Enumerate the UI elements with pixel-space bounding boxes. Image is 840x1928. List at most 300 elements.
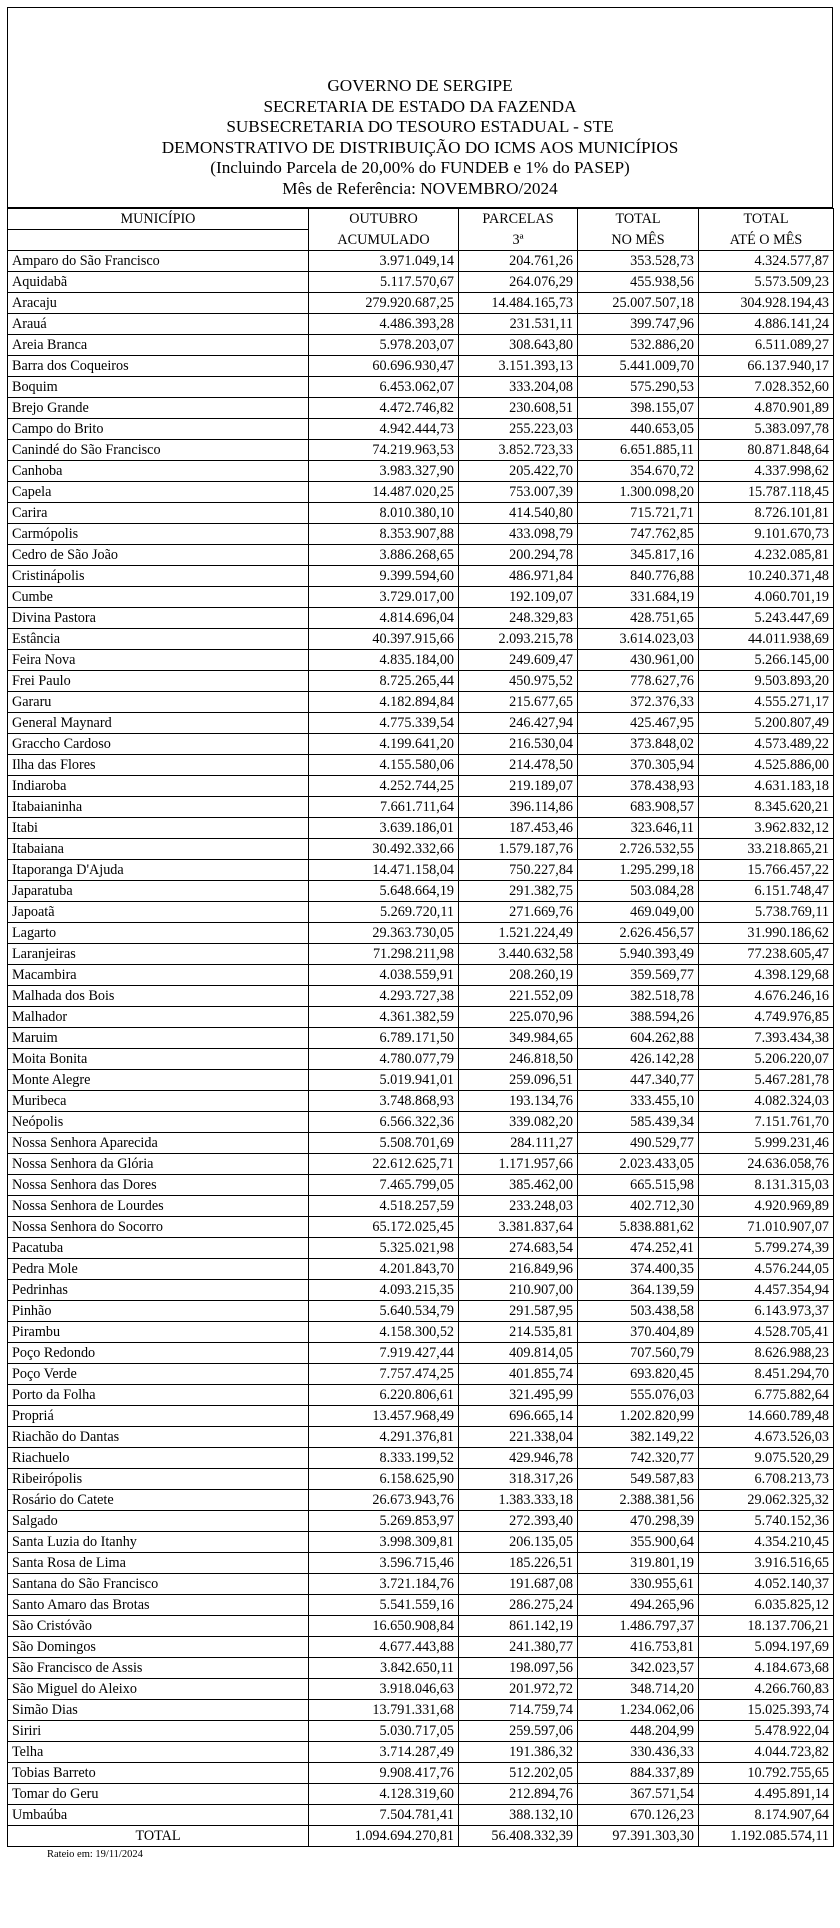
table-row bbox=[8, 1216, 834, 1237]
total-no-mes-cell: 348.714,20 bbox=[578, 1678, 699, 1699]
total-ate-mes-cell: 8.626.988,23 bbox=[699, 1342, 834, 1363]
table-row bbox=[8, 1384, 834, 1405]
table-row bbox=[8, 880, 834, 901]
parcela-cell: 259.096,51 bbox=[459, 1069, 578, 1090]
total-no-mes-cell: 416.753,81 bbox=[578, 1636, 699, 1657]
outubro-acumulado-cell: 4.252.744,25 bbox=[309, 775, 459, 796]
outubro-acumulado-cell: 7.919.427,44 bbox=[309, 1342, 459, 1363]
municipio-cell: Indiaroba bbox=[8, 775, 309, 796]
municipio-cell: Estância bbox=[8, 628, 309, 649]
outubro-acumulado-cell: 5.640.534,79 bbox=[309, 1300, 459, 1321]
total-no-mes-cell: 503.084,28 bbox=[578, 880, 699, 901]
total-ate-mes-cell: 3.962.832,12 bbox=[699, 817, 834, 838]
table-row bbox=[8, 1069, 834, 1090]
header-line: (Incluindo Parcela de 20,00% do FUNDEB e 1% do PASEP) bbox=[210, 158, 630, 177]
table-row bbox=[8, 1153, 834, 1174]
outubro-acumulado-cell: 8.725.265,44 bbox=[309, 670, 459, 691]
total-ate-mes-cell: 5.200.807,49 bbox=[699, 712, 834, 733]
total-ate-mes-cell: 5.206.220,07 bbox=[699, 1048, 834, 1069]
total-label: TOTAL bbox=[8, 1825, 309, 1846]
parcela-cell: 349.984,65 bbox=[459, 1027, 578, 1048]
col-header-outubro-sub: ACUMULADO bbox=[309, 230, 459, 251]
parcela-cell: 291.587,95 bbox=[459, 1300, 578, 1321]
total-no-mes-cell: 884.337,89 bbox=[578, 1762, 699, 1783]
total-no-mes-cell: 2.388.381,56 bbox=[578, 1489, 699, 1510]
table-row bbox=[8, 397, 834, 418]
total-ate-mes-cell: 4.573.489,22 bbox=[699, 733, 834, 754]
parcela-cell: 246.818,50 bbox=[459, 1048, 578, 1069]
total-ate-mes-cell: 80.871.848,64 bbox=[699, 439, 834, 460]
municipio-cell: Malhada dos Bois bbox=[8, 985, 309, 1006]
municipio-cell: Boquim bbox=[8, 376, 309, 397]
table-row bbox=[8, 1447, 834, 1468]
table-row bbox=[8, 649, 834, 670]
outubro-acumulado-cell: 4.199.641,20 bbox=[309, 733, 459, 754]
total-ate-mes-cell: 33.218.865,21 bbox=[699, 838, 834, 859]
parcela-cell: 3.440.632,58 bbox=[459, 943, 578, 964]
total-ate-mes-cell: 44.011.938,69 bbox=[699, 628, 834, 649]
table-row bbox=[8, 586, 834, 607]
outubro-acumulado-cell: 22.612.625,71 bbox=[309, 1153, 459, 1174]
total-outubro: 1.094.694.270,81 bbox=[309, 1825, 459, 1846]
col-header-municipio-blank bbox=[8, 230, 309, 251]
municipio-cell: Nossa Senhora da Glória bbox=[8, 1153, 309, 1174]
parcela-cell: 861.142,19 bbox=[459, 1615, 578, 1636]
total-no-mes-cell: 372.376,33 bbox=[578, 691, 699, 712]
parcela-cell: 259.597,06 bbox=[459, 1720, 578, 1741]
table-row bbox=[8, 1489, 834, 1510]
total-ate-mes-cell: 66.137.940,17 bbox=[699, 355, 834, 376]
total-no-mes-cell: 575.290,53 bbox=[578, 376, 699, 397]
municipio-cell: Brejo Grande bbox=[8, 397, 309, 418]
outubro-acumulado-cell: 3.748.868,93 bbox=[309, 1090, 459, 1111]
total-ate-mes-cell: 5.799.274,39 bbox=[699, 1237, 834, 1258]
total-no-mes-cell: 364.139,59 bbox=[578, 1279, 699, 1300]
parcela-cell: 215.677,65 bbox=[459, 691, 578, 712]
municipio-cell: Nossa Senhora de Lourdes bbox=[8, 1195, 309, 1216]
parcela-cell: 750.227,84 bbox=[459, 859, 578, 880]
outubro-acumulado-cell: 30.492.332,66 bbox=[309, 838, 459, 859]
municipio-cell: São Domingos bbox=[8, 1636, 309, 1657]
municipio-cell: Itabaianinha bbox=[8, 796, 309, 817]
outubro-acumulado-cell: 279.920.687,25 bbox=[309, 292, 459, 313]
table-row bbox=[8, 922, 834, 943]
outubro-acumulado-cell: 9.908.417,76 bbox=[309, 1762, 459, 1783]
total-ate-mes-cell: 15.787.118,45 bbox=[699, 481, 834, 502]
table-row bbox=[8, 901, 834, 922]
outubro-acumulado-cell: 4.486.393,28 bbox=[309, 313, 459, 334]
municipio-cell: Poço Redondo bbox=[8, 1342, 309, 1363]
outubro-acumulado-cell: 4.780.077,79 bbox=[309, 1048, 459, 1069]
table-row bbox=[8, 1111, 834, 1132]
total-no-mes-cell: 1.300.098,20 bbox=[578, 481, 699, 502]
parcela-cell: 230.608,51 bbox=[459, 397, 578, 418]
total-ate-mes-cell: 5.740.152,36 bbox=[699, 1510, 834, 1531]
outubro-acumulado-cell: 5.508.701,69 bbox=[309, 1132, 459, 1153]
total-no-mes-cell: 555.076,03 bbox=[578, 1384, 699, 1405]
municipio-cell: Cedro de São João bbox=[8, 544, 309, 565]
rateio-date: Rateio em: 19/11/2024 bbox=[47, 1848, 143, 1860]
total-ate-mes-cell: 6.143.973,37 bbox=[699, 1300, 834, 1321]
total-no-mes: 97.391.303,30 bbox=[578, 1825, 699, 1846]
total-ate-mes-cell: 4.354.210,45 bbox=[699, 1531, 834, 1552]
table-row bbox=[8, 439, 834, 460]
outubro-acumulado-cell: 7.504.781,41 bbox=[309, 1804, 459, 1825]
total-ate-mes-cell: 6.151.748,47 bbox=[699, 880, 834, 901]
total-ate-mes-cell: 31.990.186,62 bbox=[699, 922, 834, 943]
table-row bbox=[8, 1342, 834, 1363]
table-row bbox=[8, 1405, 834, 1426]
total-ate-mes-cell: 4.920.969,89 bbox=[699, 1195, 834, 1216]
outubro-acumulado-cell: 4.038.559,91 bbox=[309, 964, 459, 985]
municipio-cell: Salgado bbox=[8, 1510, 309, 1531]
outubro-acumulado-cell: 4.518.257,59 bbox=[309, 1195, 459, 1216]
header-line: GOVERNO DE SERGIPE bbox=[327, 76, 513, 95]
table-row bbox=[8, 817, 834, 838]
outubro-acumulado-cell: 8.010.380,10 bbox=[309, 502, 459, 523]
municipio-cell: Nossa Senhora das Dores bbox=[8, 1174, 309, 1195]
municipio-cell: Riachão do Dantas bbox=[8, 1426, 309, 1447]
total-ate-mes-cell: 6.511.089,27 bbox=[699, 334, 834, 355]
parcela-cell: 308.643,80 bbox=[459, 334, 578, 355]
parcela-cell: 272.393,40 bbox=[459, 1510, 578, 1531]
parcela-cell: 388.132,10 bbox=[459, 1804, 578, 1825]
table-row bbox=[8, 1804, 834, 1825]
table-row bbox=[8, 670, 834, 691]
outubro-acumulado-cell: 3.886.268,65 bbox=[309, 544, 459, 565]
col-header-total-ate: TOTAL bbox=[699, 209, 834, 230]
outubro-acumulado-cell: 3.721.184,76 bbox=[309, 1573, 459, 1594]
municipio-cell: Divina Pastora bbox=[8, 607, 309, 628]
outubro-acumulado-cell: 3.714.287,49 bbox=[309, 1741, 459, 1762]
total-ate-mes-cell: 5.094.197,69 bbox=[699, 1636, 834, 1657]
total-no-mes-cell: 470.298,39 bbox=[578, 1510, 699, 1531]
municipio-cell: Areia Branca bbox=[8, 334, 309, 355]
parcela-cell: 185.226,51 bbox=[459, 1552, 578, 1573]
table-row bbox=[8, 355, 834, 376]
parcela-cell: 274.683,54 bbox=[459, 1237, 578, 1258]
total-no-mes-cell: 665.515,98 bbox=[578, 1174, 699, 1195]
total-ate-mes-cell: 4.082.324,03 bbox=[699, 1090, 834, 1111]
table-row bbox=[8, 1573, 834, 1594]
total-ate-mes-cell: 15.025.393,74 bbox=[699, 1699, 834, 1720]
parcela-cell: 210.907,00 bbox=[459, 1279, 578, 1300]
table-row bbox=[8, 1783, 834, 1804]
header-line: SUBSECRETARIA DO TESOURO ESTADUAL - STE bbox=[226, 117, 614, 136]
parcela-cell: 221.338,04 bbox=[459, 1426, 578, 1447]
outubro-acumulado-cell: 4.472.746,82 bbox=[309, 397, 459, 418]
total-no-mes-cell: 330.955,61 bbox=[578, 1573, 699, 1594]
total-no-mes-cell: 399.747,96 bbox=[578, 313, 699, 334]
parcela-cell: 193.134,76 bbox=[459, 1090, 578, 1111]
parcela-cell: 401.855,74 bbox=[459, 1363, 578, 1384]
parcela-cell: 3.151.393,13 bbox=[459, 355, 578, 376]
col-header-parcelas: PARCELAS bbox=[459, 209, 578, 230]
total-no-mes-cell: 683.908,57 bbox=[578, 796, 699, 817]
outubro-acumulado-cell: 5.117.570,67 bbox=[309, 271, 459, 292]
outubro-acumulado-cell: 4.158.300,52 bbox=[309, 1321, 459, 1342]
outubro-acumulado-cell: 4.291.376,81 bbox=[309, 1426, 459, 1447]
table-row bbox=[8, 733, 834, 754]
total-ate-mes-cell: 5.383.097,78 bbox=[699, 418, 834, 439]
parcela-cell: 396.114,86 bbox=[459, 796, 578, 817]
total-ate-mes-cell: 4.528.705,41 bbox=[699, 1321, 834, 1342]
total-ate-mes-cell: 4.060.701,19 bbox=[699, 586, 834, 607]
municipio-cell: Santa Rosa de Lima bbox=[8, 1552, 309, 1573]
total-ate-mes-cell: 18.137.706,21 bbox=[699, 1615, 834, 1636]
total-ate-mes-cell: 8.451.294,70 bbox=[699, 1363, 834, 1384]
total-no-mes-cell: 1.202.820,99 bbox=[578, 1405, 699, 1426]
table-row bbox=[8, 1363, 834, 1384]
outubro-acumulado-cell: 60.696.930,47 bbox=[309, 355, 459, 376]
municipio-cell: Japaratuba bbox=[8, 880, 309, 901]
total-no-mes-cell: 2.626.456,57 bbox=[578, 922, 699, 943]
total-ate-mes-cell: 7.151.761,70 bbox=[699, 1111, 834, 1132]
total-ate-mes-cell: 6.035.825,12 bbox=[699, 1594, 834, 1615]
parcela-cell: 286.275,24 bbox=[459, 1594, 578, 1615]
municipio-cell: Ilha das Flores bbox=[8, 754, 309, 775]
col-header-municipio: MUNICÍPIO bbox=[8, 209, 309, 230]
table-row bbox=[8, 1006, 834, 1027]
table-row bbox=[8, 334, 834, 355]
outubro-acumulado-cell: 8.353.907,88 bbox=[309, 523, 459, 544]
total-ate-mes-cell: 4.232.085,81 bbox=[699, 544, 834, 565]
total-no-mes-cell: 1.486.797,37 bbox=[578, 1615, 699, 1636]
table-row bbox=[8, 1678, 834, 1699]
total-no-mes-cell: 370.404,89 bbox=[578, 1321, 699, 1342]
municipio-cell: Aquidabã bbox=[8, 271, 309, 292]
outubro-acumulado-cell: 71.298.211,98 bbox=[309, 943, 459, 964]
municipio-cell: Nossa Senhora Aparecida bbox=[8, 1132, 309, 1153]
report-header bbox=[7, 7, 833, 208]
parcela-cell: 205.422,70 bbox=[459, 460, 578, 481]
parcela-cell: 753.007,39 bbox=[459, 481, 578, 502]
municipio-cell: Rosário do Catete bbox=[8, 1489, 309, 1510]
parcela-cell: 241.380,77 bbox=[459, 1636, 578, 1657]
table-row bbox=[8, 565, 834, 586]
parcela-cell: 339.082,20 bbox=[459, 1111, 578, 1132]
table-header-row-2 bbox=[8, 230, 834, 251]
table-row bbox=[8, 1426, 834, 1447]
outubro-acumulado-cell: 4.361.382,59 bbox=[309, 1006, 459, 1027]
parcela-cell: 221.552,09 bbox=[459, 985, 578, 1006]
total-no-mes-cell: 532.886,20 bbox=[578, 334, 699, 355]
outubro-acumulado-cell: 4.201.843,70 bbox=[309, 1258, 459, 1279]
municipio-cell: Arauá bbox=[8, 313, 309, 334]
total-no-mes-cell: 333.455,10 bbox=[578, 1090, 699, 1111]
municipio-cell: Tomar do Geru bbox=[8, 1783, 309, 1804]
total-ate-mes-cell: 4.457.354,94 bbox=[699, 1279, 834, 1300]
total-ate-mes-cell: 4.631.183,18 bbox=[699, 775, 834, 796]
total-no-mes-cell: 2.023.433,05 bbox=[578, 1153, 699, 1174]
outubro-acumulado-cell: 6.453.062,07 bbox=[309, 376, 459, 397]
parcela-cell: 206.135,05 bbox=[459, 1531, 578, 1552]
municipio-cell: Pedra Mole bbox=[8, 1258, 309, 1279]
parcela-cell: 248.329,83 bbox=[459, 607, 578, 628]
outubro-acumulado-cell: 4.814.696,04 bbox=[309, 607, 459, 628]
table-row bbox=[8, 943, 834, 964]
outubro-acumulado-cell: 4.835.184,00 bbox=[309, 649, 459, 670]
parcela-cell: 249.609,47 bbox=[459, 649, 578, 670]
total-ate-mes-cell: 14.660.789,48 bbox=[699, 1405, 834, 1426]
table-row bbox=[8, 250, 834, 271]
total-ate-mes: 1.192.085.574,11 bbox=[699, 1825, 834, 1846]
table-row bbox=[8, 481, 834, 502]
table-row bbox=[8, 712, 834, 733]
total-ate-mes-cell: 4.495.891,14 bbox=[699, 1783, 834, 1804]
parcela-cell: 512.202,05 bbox=[459, 1762, 578, 1783]
municipio-cell: Cumbe bbox=[8, 586, 309, 607]
total-no-mes-cell: 25.007.507,18 bbox=[578, 292, 699, 313]
total-no-mes-cell: 330.436,33 bbox=[578, 1741, 699, 1762]
outubro-acumulado-cell: 7.661.711,64 bbox=[309, 796, 459, 817]
total-ate-mes-cell: 5.999.231,46 bbox=[699, 1132, 834, 1153]
municipio-cell: Laranjeiras bbox=[8, 943, 309, 964]
total-ate-mes-cell: 8.345.620,21 bbox=[699, 796, 834, 817]
parcela-cell: 216.849,96 bbox=[459, 1258, 578, 1279]
total-no-mes-cell: 1.295.299,18 bbox=[578, 859, 699, 880]
parcela-cell: 333.204,08 bbox=[459, 376, 578, 397]
outubro-acumulado-cell: 3.842.650,11 bbox=[309, 1657, 459, 1678]
total-no-mes-cell: 426.142,28 bbox=[578, 1048, 699, 1069]
outubro-acumulado-cell: 13.791.331,68 bbox=[309, 1699, 459, 1720]
total-ate-mes-cell: 4.052.140,37 bbox=[699, 1573, 834, 1594]
municipio-cell: Propriá bbox=[8, 1405, 309, 1426]
total-ate-mes-cell: 5.266.145,00 bbox=[699, 649, 834, 670]
total-no-mes-cell: 503.438,58 bbox=[578, 1300, 699, 1321]
outubro-acumulado-cell: 3.983.327,90 bbox=[309, 460, 459, 481]
table-row bbox=[8, 313, 834, 334]
parcela-cell: 486.971,84 bbox=[459, 565, 578, 586]
municipio-cell: Maruim bbox=[8, 1027, 309, 1048]
total-ate-mes-cell: 4.184.673,68 bbox=[699, 1657, 834, 1678]
parcela-cell: 200.294,78 bbox=[459, 544, 578, 565]
col-header-total-mes-sub: NO MÊS bbox=[578, 230, 699, 251]
outubro-acumulado-cell: 4.128.319,60 bbox=[309, 1783, 459, 1804]
parcela-cell: 1.383.333,18 bbox=[459, 1489, 578, 1510]
table-row bbox=[8, 1258, 834, 1279]
outubro-acumulado-cell: 4.093.215,35 bbox=[309, 1279, 459, 1300]
total-no-mes-cell: 5.838.881,62 bbox=[578, 1216, 699, 1237]
outubro-acumulado-cell: 3.998.309,81 bbox=[309, 1531, 459, 1552]
total-ate-mes-cell: 7.393.434,38 bbox=[699, 1027, 834, 1048]
total-no-mes-cell: 742.320,77 bbox=[578, 1447, 699, 1468]
table-row bbox=[8, 1174, 834, 1195]
table-row bbox=[8, 859, 834, 880]
table-row bbox=[8, 1699, 834, 1720]
total-no-mes-cell: 585.439,34 bbox=[578, 1111, 699, 1132]
parcela-cell: 1.171.957,66 bbox=[459, 1153, 578, 1174]
total-no-mes-cell: 448.204,99 bbox=[578, 1720, 699, 1741]
municipio-cell: Santana do São Francisco bbox=[8, 1573, 309, 1594]
outubro-acumulado-cell: 4.155.580,06 bbox=[309, 754, 459, 775]
icms-table bbox=[7, 208, 834, 1847]
municipio-cell: Carmópolis bbox=[8, 523, 309, 544]
outubro-acumulado-cell: 3.729.017,00 bbox=[309, 586, 459, 607]
total-ate-mes-cell: 5.243.447,69 bbox=[699, 607, 834, 628]
municipio-cell: Umbaúba bbox=[8, 1804, 309, 1825]
municipio-cell: Neópolis bbox=[8, 1111, 309, 1132]
table-row bbox=[8, 838, 834, 859]
parcela-cell: 14.484.165,73 bbox=[459, 292, 578, 313]
table-row bbox=[8, 544, 834, 565]
total-no-mes-cell: 388.594,26 bbox=[578, 1006, 699, 1027]
total-no-mes-cell: 469.049,00 bbox=[578, 901, 699, 922]
total-no-mes-cell: 693.820,45 bbox=[578, 1363, 699, 1384]
total-ate-mes-cell: 4.555.271,17 bbox=[699, 691, 834, 712]
outubro-acumulado-cell: 4.182.894,84 bbox=[309, 691, 459, 712]
municipio-cell: Frei Paulo bbox=[8, 670, 309, 691]
outubro-acumulado-cell: 5.269.853,97 bbox=[309, 1510, 459, 1531]
total-no-mes-cell: 604.262,88 bbox=[578, 1027, 699, 1048]
parcela-cell: 321.495,99 bbox=[459, 1384, 578, 1405]
total-no-mes-cell: 370.305,94 bbox=[578, 754, 699, 775]
outubro-acumulado-cell: 7.465.799,05 bbox=[309, 1174, 459, 1195]
table-body bbox=[8, 250, 834, 1825]
parcela-cell: 3.852.723,33 bbox=[459, 439, 578, 460]
table-row bbox=[8, 292, 834, 313]
municipio-cell: Cristinápolis bbox=[8, 565, 309, 586]
municipio-cell: Macambira bbox=[8, 964, 309, 985]
total-no-mes-cell: 494.265,96 bbox=[578, 1594, 699, 1615]
parcela-cell: 433.098,79 bbox=[459, 523, 578, 544]
total-ate-mes-cell: 10.240.371,48 bbox=[699, 565, 834, 586]
outubro-acumulado-cell: 5.325.021,98 bbox=[309, 1237, 459, 1258]
table-row bbox=[8, 1510, 834, 1531]
total-ate-mes-cell: 29.062.325,32 bbox=[699, 1489, 834, 1510]
table-row bbox=[8, 1048, 834, 1069]
parcela-cell: 246.427,94 bbox=[459, 712, 578, 733]
total-ate-mes-cell: 5.573.509,23 bbox=[699, 271, 834, 292]
outubro-acumulado-cell: 16.650.908,84 bbox=[309, 1615, 459, 1636]
total-no-mes-cell: 474.252,41 bbox=[578, 1237, 699, 1258]
table-row bbox=[8, 1762, 834, 1783]
outubro-acumulado-cell: 29.363.730,05 bbox=[309, 922, 459, 943]
outubro-acumulado-cell: 5.978.203,07 bbox=[309, 334, 459, 355]
total-parcelas: 56.408.332,39 bbox=[459, 1825, 578, 1846]
outubro-acumulado-cell: 4.677.443,88 bbox=[309, 1636, 459, 1657]
total-no-mes-cell: 398.155,07 bbox=[578, 397, 699, 418]
table-row bbox=[8, 1741, 834, 1762]
total-ate-mes-cell: 5.738.769,11 bbox=[699, 901, 834, 922]
municipio-cell: São Cristóvão bbox=[8, 1615, 309, 1636]
total-no-mes-cell: 323.646,11 bbox=[578, 817, 699, 838]
municipio-cell: Muribeca bbox=[8, 1090, 309, 1111]
parcela-cell: 214.535,81 bbox=[459, 1321, 578, 1342]
total-ate-mes-cell: 7.028.352,60 bbox=[699, 376, 834, 397]
outubro-acumulado-cell: 6.566.322,36 bbox=[309, 1111, 459, 1132]
municipio-cell: Feira Nova bbox=[8, 649, 309, 670]
table-row bbox=[8, 502, 834, 523]
total-ate-mes-cell: 6.775.882,64 bbox=[699, 1384, 834, 1405]
municipio-cell: Santa Luzia do Itanhy bbox=[8, 1531, 309, 1552]
total-ate-mes-cell: 4.676.246,16 bbox=[699, 985, 834, 1006]
total-no-mes-cell: 715.721,71 bbox=[578, 502, 699, 523]
table-row bbox=[8, 1468, 834, 1489]
municipio-cell: Campo do Brito bbox=[8, 418, 309, 439]
total-no-mes-cell: 430.961,00 bbox=[578, 649, 699, 670]
municipio-cell: General Maynard bbox=[8, 712, 309, 733]
col-header-outubro: OUTUBRO bbox=[309, 209, 459, 230]
outubro-acumulado-cell: 4.293.727,38 bbox=[309, 985, 459, 1006]
total-no-mes-cell: 319.801,19 bbox=[578, 1552, 699, 1573]
outubro-acumulado-cell: 74.219.963,53 bbox=[309, 439, 459, 460]
municipio-cell: Riachuelo bbox=[8, 1447, 309, 1468]
municipio-cell: Capela bbox=[8, 481, 309, 502]
table-row bbox=[8, 1615, 834, 1636]
outubro-acumulado-cell: 9.399.594,60 bbox=[309, 565, 459, 586]
table-row bbox=[8, 1531, 834, 1552]
